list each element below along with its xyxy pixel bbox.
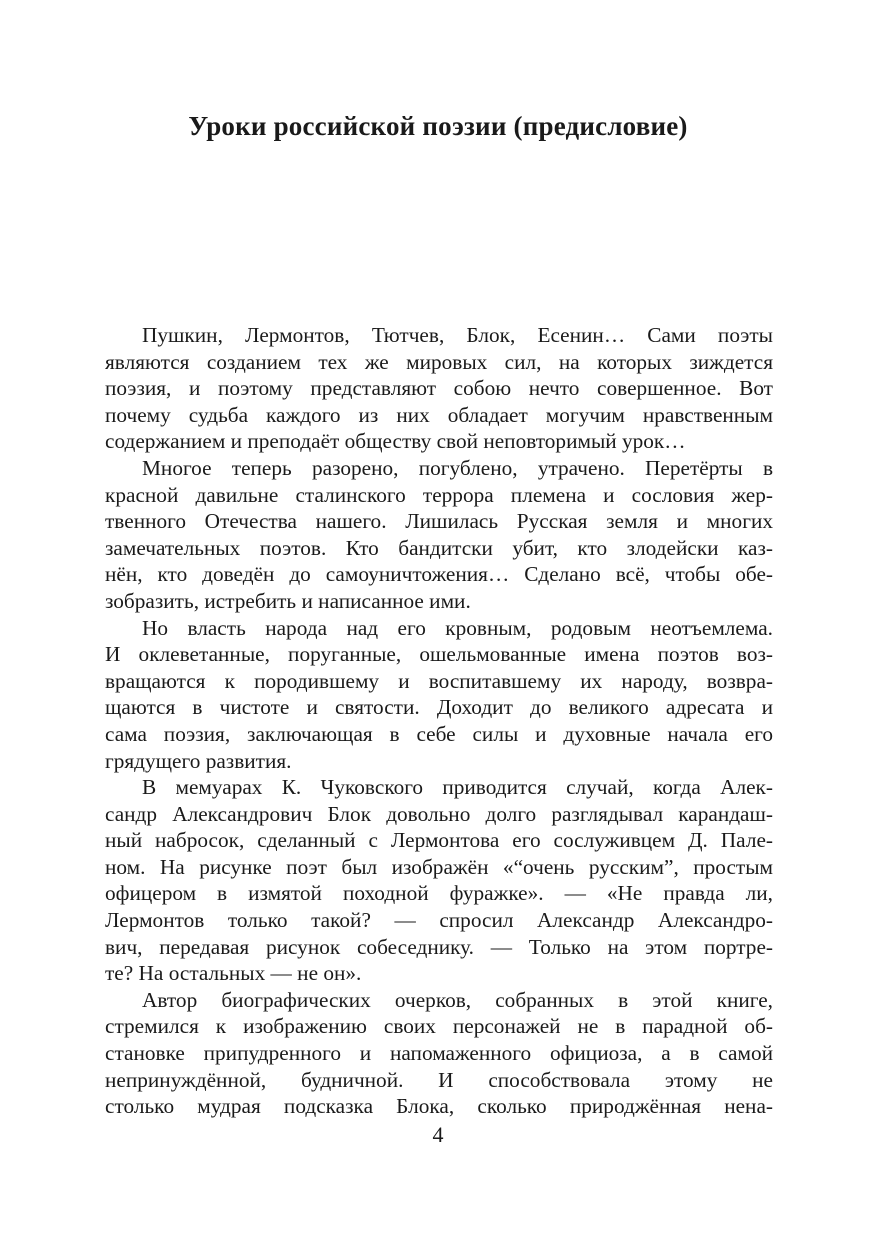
paragraph xyxy=(105,987,773,1120)
text-line: замечательных поэтов. Кто бандитски убит, кто злодейски каз- xyxy=(105,535,773,560)
text-line: красной давильне сталинского террора племена и сословия жер- xyxy=(105,482,773,507)
text-line: стремился к изображению своих персонажей не в парадной об- xyxy=(105,1014,773,1039)
text-line: нён, кто доведён до самоуничтожения… Сделано всё, чтобы обе- xyxy=(105,562,773,587)
text-line: становке припудренного и напомаженного официоза, а в самой xyxy=(105,1041,773,1066)
text-line: ный набросок, сделанный с Лермонтова его сослуживцем Д. Пале- xyxy=(105,828,773,853)
text-line: вич, передавая рисунок собеседнику. — Только на этом портре- xyxy=(105,934,773,959)
paragraph xyxy=(105,774,773,987)
text-line: Пушкин, Лермонтов, Тютчев, Блок, Есенин… Сами поэты xyxy=(142,323,773,347)
page-number: 4 xyxy=(432,1122,444,1147)
paragraph xyxy=(105,615,773,775)
paragraph xyxy=(105,322,773,455)
chapter-title: Уроки российской поэзии (предисловие) xyxy=(188,111,688,141)
text-line: столько мудрая подсказка Блока, сколько природжённая нена- xyxy=(105,1094,773,1119)
text-line: содержанием и преподаёт обществу свой неповторимый урок… xyxy=(105,429,686,454)
text-line: почему судьба каждого из них обладает могучим нравственным xyxy=(105,402,773,427)
text-line: сандр Александрович Блок довольно долго разглядывал карандаш- xyxy=(105,801,773,826)
text-line: поэзия, и поэтому представляют собою нечто совершенное. Вот xyxy=(105,376,773,401)
text-line: являются созданием тех же мировых сил, на которых зиждется xyxy=(105,349,773,374)
text-line: непринуждённой, будничной. И способствовала этому не xyxy=(105,1067,773,1092)
text-line: зобразить, истребить и написанное ими. xyxy=(105,588,471,613)
text-line: Но власть народа над его кровным, родовым неотъемлема. xyxy=(142,615,773,640)
text-line: сама поэзия, заключающая в себе силы и духовные начала его xyxy=(105,721,773,746)
text-line: щаются в чистоте и святости. Доходит до великого адресата и xyxy=(105,695,773,720)
text-line: офицером в измятой походной фуражке». — «Не правда ли, xyxy=(105,881,773,906)
text-line: И оклеветанные, поруганные, ошельмованные имена поэтов воз- xyxy=(105,642,773,667)
text-line: Многое теперь разорено, погублено, утрачено. Перетёрты в xyxy=(142,455,773,480)
body-text xyxy=(105,322,773,1120)
text-line: твенного Отечества нашего. Лишилась Русская земля и многих xyxy=(105,509,773,534)
text-line: те? На остальных — не он». xyxy=(105,961,362,986)
text-line: грядущего развития. xyxy=(105,748,292,773)
text-line: Автор биографических очерков, собранных в этой книге, xyxy=(142,987,773,1012)
text-line: В мемуарах К. Чуковского приводится случай, когда Алек- xyxy=(142,775,773,800)
text-line: Лермонтов только такой? — спросил Александр Александро- xyxy=(105,908,773,933)
text-line: ном. На рисунке поэт был изображён «“очень русским”, простым xyxy=(105,854,773,879)
text-line: вращаются к породившему и воспитавшему их народу, возвра- xyxy=(105,668,773,693)
paragraph xyxy=(105,455,773,615)
